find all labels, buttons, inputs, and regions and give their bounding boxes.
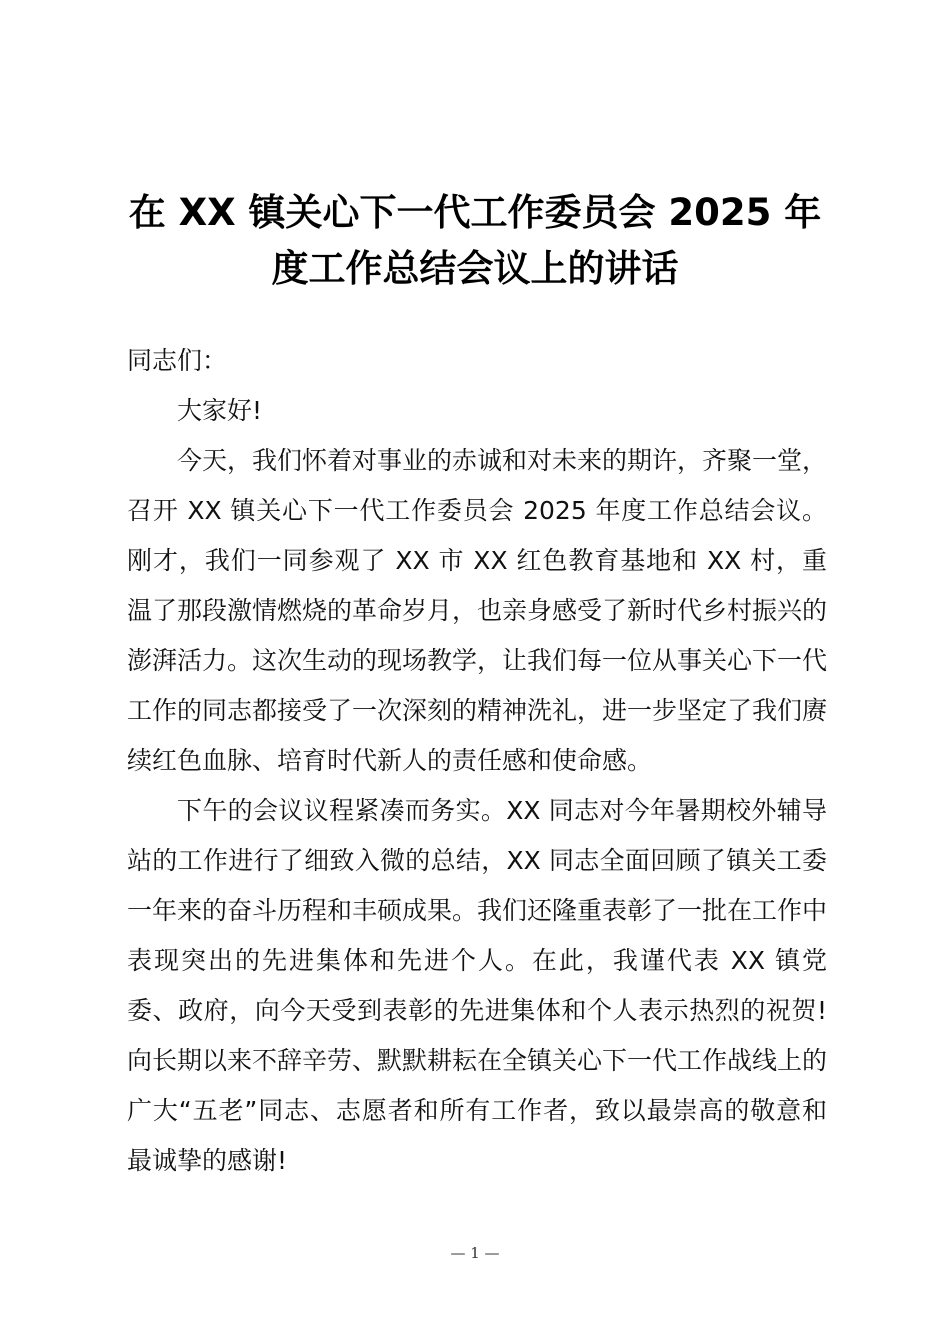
salutation: 同志们： bbox=[127, 346, 228, 375]
paragraph-greeting: 大家好! bbox=[177, 396, 263, 425]
paragraph-agenda: 下午的会议议程紧凑而务实。XX 同志对今年暑期校外辅导站的工作进行了细致入微的总结，XX 同志全面回顾了镇关工委一年来的奋斗历程和丰硕成果。我们还隆重表彰了一批在工作中表现突出的先进集体和先进个人。在此，我谨代表 XX 镇党委、政府，向今天受到表彰的先进集体和个人表示热烈的祝贺!向长期以来不辞辛劳、默默耕耘在全镇关心下一代工作战线上的广大“五老”同志、志愿者和所有工作者，致以最崇高的敬意和最诚挚的感谢! bbox=[127, 796, 828, 1175]
document-title bbox=[120, 185, 830, 297]
title-line-2: 度工作总结会议上的讲话 bbox=[271, 247, 679, 290]
document-body bbox=[127, 336, 827, 1186]
paragraph-opening: 今天，我们怀着对事业的赤诚和对未来的期许，齐聚一堂，召开 XX 镇关心下一代工作委员会 2025 年度工作总结会议。刚才，我们一同参观了 XX 市 XX 红色教育基地和 XX 村，重温了那段激情燃烧的革命岁月，也亲身感受了新时代乡村振兴的澎湃活力。这次生动的现场教学，让我们每一位从事关心下一代工作的同志都接受了一次深刻的精神洗礼，进一步坚定了我们赓续红色血脉、培育时代新人的责任感和使命感。 bbox=[127, 446, 828, 775]
page-number: — 1 — bbox=[450, 1244, 500, 1262]
title-line-1: 在 XX 镇关心下一代工作委员会 2025 年 bbox=[128, 191, 822, 234]
